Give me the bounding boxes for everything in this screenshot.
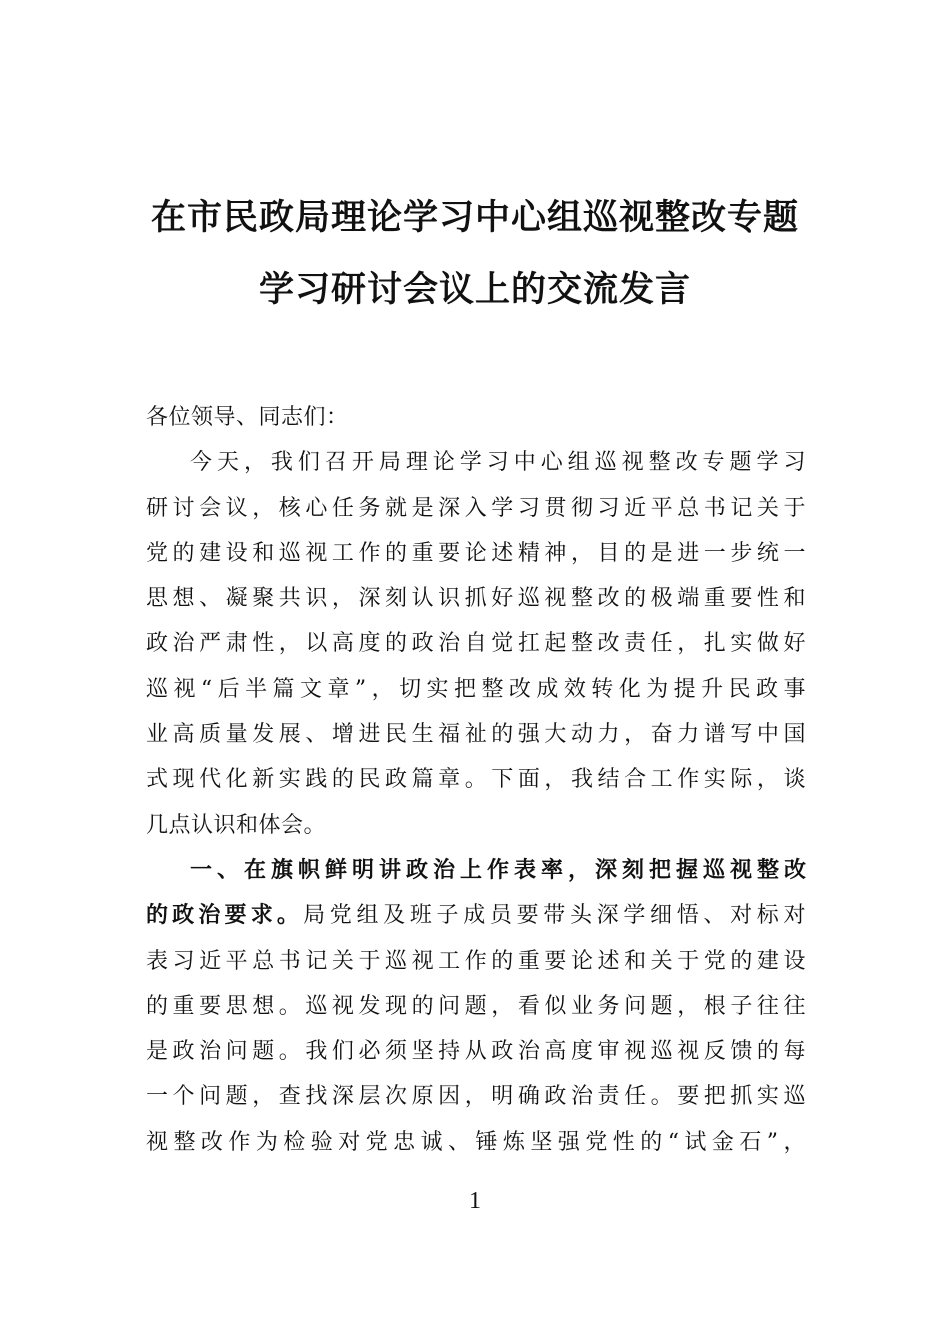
section-1-line-6: 一个问题，查找深层次原因，明确政治责任。要把抓实巡 bbox=[146, 1084, 806, 1110]
paragraph-1-line-9: 几点认识和体会。 bbox=[146, 812, 327, 838]
section-1-line-7: 视整改作为检验对党忠诚、锤炼坚强党性的“试金石”， bbox=[146, 1129, 806, 1155]
section-1-heading-part-1: 一、在旗帜鲜明讲政治上作表率，深刻把握巡视整改 bbox=[190, 857, 806, 883]
section-1-line-2 bbox=[146, 893, 806, 938]
section-1-line-3: 表习近平总书记关于巡视工作的重要论述和关于党的建设 bbox=[146, 948, 806, 974]
paragraph-1-line-7: 业高质量发展、增进民生福祉的强大动力，奋力谱写中国 bbox=[146, 722, 806, 748]
greeting: 各位领导、同志们： bbox=[146, 405, 349, 430]
paragraph-1-line-6: 巡视“后半篇文章”，切实把整改成效转化为提升民政事 bbox=[146, 676, 806, 702]
section-1-heading-line-1 bbox=[146, 848, 806, 893]
section-1-heading-part-2: 的政治要求。 bbox=[146, 903, 304, 929]
section-1-line-4: 的重要思想。巡视发现的问题，看似业务问题，根子往往 bbox=[146, 993, 806, 1019]
paragraph-1-line-4: 思想、凝聚共识，深刻认识抓好巡视整改的极端重要性和 bbox=[146, 586, 806, 612]
paragraph-1-line-2: 研讨会议，核心任务就是深入学习贯彻习近平总书记关于 bbox=[146, 495, 806, 521]
paragraph-1-line-1: 今天，我们召开局理论学习中心组巡视整改专题学习 bbox=[190, 450, 806, 476]
document-title-line-2: 学习研讨会议上的交流发言 bbox=[258, 269, 691, 310]
section-1-line-2-text: 局党组及班子成员要带头深学细悟、对标对 bbox=[303, 903, 806, 929]
paragraph-1-line-3: 党的建设和巡视工作的重要论述精神，目的是进一步统一 bbox=[146, 540, 806, 566]
section-1-line-5: 是政治问题。我们必须坚持从政治高度审视巡视反馈的每 bbox=[146, 1039, 806, 1065]
document-body bbox=[146, 395, 806, 1165]
paragraph-1-line-8: 式现代化新实践的民政篇章。下面，我结合工作实际，谈 bbox=[146, 767, 806, 793]
page-number: 1 bbox=[469, 1188, 481, 1214]
document-title-line-1: 在市民政局理论学习中心组巡视整改专题 bbox=[150, 197, 799, 238]
paragraph-1-line-5: 政治严肃性，以高度的政治自觉扛起整改责任，扎实做好 bbox=[146, 631, 806, 657]
